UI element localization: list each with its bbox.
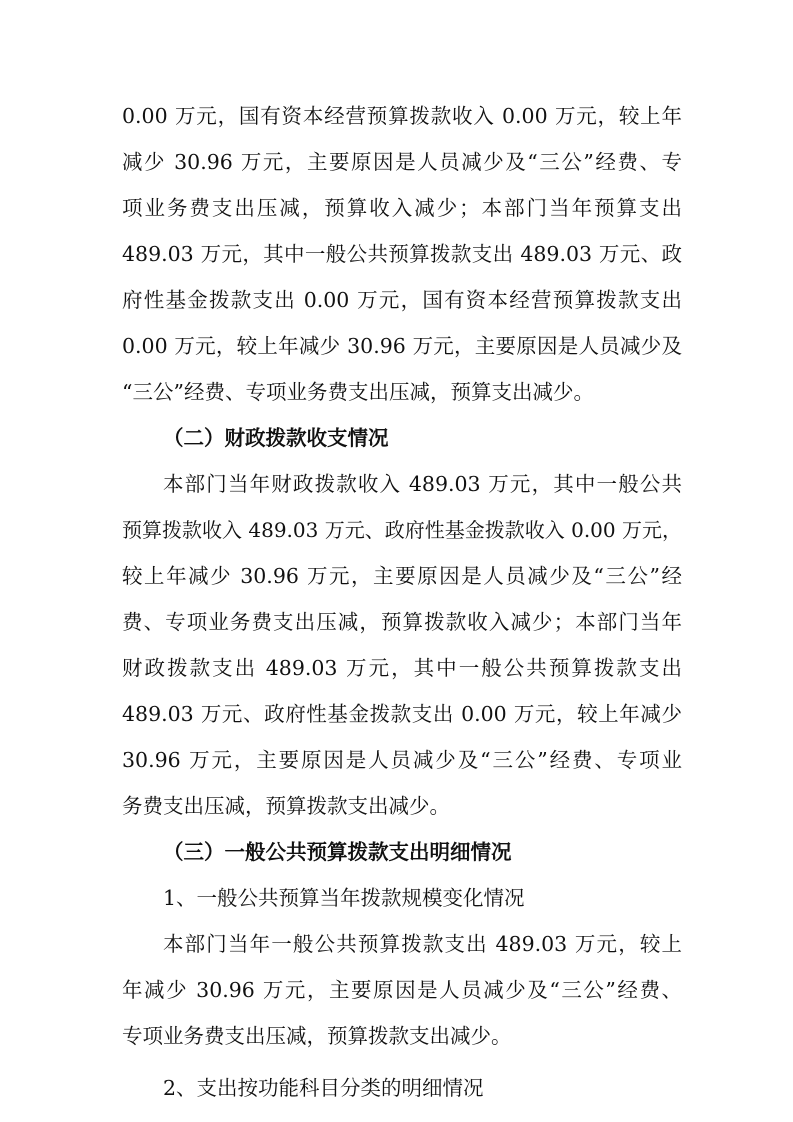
paragraph-line: “三公”经费、专项业务费支出压减，预算支出减少。	[122, 380, 594, 404]
paragraph-line: 本部门当年一般公共预算拨款支出 489.03 万元，较上	[163, 932, 682, 956]
paragraph-line: 费、专项业务费支出压减，预算拨款收入减少；本部门当年	[122, 610, 682, 634]
subsection-heading: 1、一般公共预算当年拨款规模变化情况	[163, 886, 525, 910]
paragraph-line: 489.03 万元，其中一般公共预算拨款支出 489.03 万元、政	[122, 242, 682, 266]
paragraph-line: 489.03 万元、政府性基金拨款支出 0.00 万元，较上年减少	[122, 702, 682, 726]
paragraph-line: 减少 30.96 万元，主要原因是人员减少及“三公”经费、专	[122, 150, 682, 174]
section-heading: （二）财政拨款收支情况	[163, 426, 389, 450]
paragraph-line: 0.00 万元，较上年减少 30.96 万元，主要原因是人员减少及	[122, 334, 682, 358]
paragraph-line: 预算拨款收入 489.03 万元、政府性基金拨款收入 0.00 万元，	[122, 518, 682, 542]
paragraph-line: 财政拨款支出 489.03 万元，其中一般公共预算拨款支出	[122, 656, 682, 680]
paragraph-line: 年减少 30.96 万元，主要原因是人员减少及“三公”经费、	[122, 978, 682, 1002]
paragraph-line: 府性基金拨款支出 0.00 万元，国有资本经营预算拨款支出	[122, 288, 682, 312]
paragraph-line: 务费支出压减，预算拨款支出减少。	[122, 794, 450, 818]
paragraph-line: 0.00 万元，国有资本经营预算拨款收入 0.00 万元，较上年	[122, 104, 682, 128]
paragraph-line: 项业务费支出压减，预算收入减少；本部门当年预算支出	[122, 196, 682, 220]
paragraph-line: 较上年减少 30.96 万元，主要原因是人员减少及“三公”经	[122, 564, 682, 588]
subsection-heading: 2、支出按功能科目分类的明细情况	[163, 1076, 484, 1100]
paragraph-line: 专项业务费支出压减，预算拨款支出减少。	[122, 1024, 512, 1048]
section-heading: （三）一般公共预算拨款支出明细情况	[163, 840, 512, 864]
paragraph-line: 本部门当年财政拨款收入 489.03 万元，其中一般公共	[163, 472, 682, 496]
paragraph-line: 30.96 万元，主要原因是人员减少及“三公”经费、专项业	[122, 748, 682, 772]
